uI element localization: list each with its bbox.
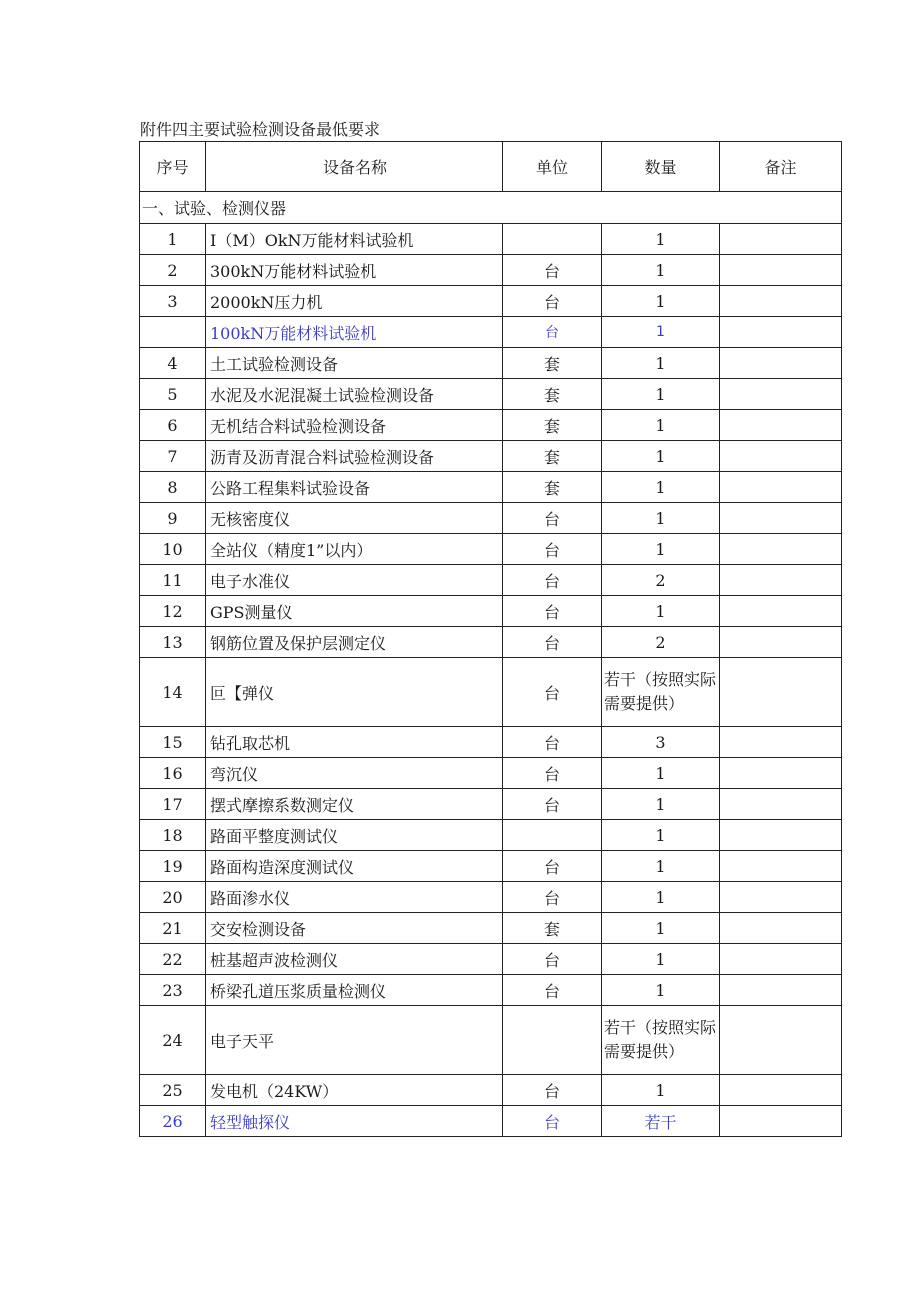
cell-qty: 1 bbox=[602, 503, 720, 534]
header-qty: 数量 bbox=[602, 142, 720, 192]
cell-qty: 1 bbox=[602, 975, 720, 1006]
cell-name: 摆式摩擦系数测定仪 bbox=[206, 789, 503, 820]
cell-qty: 1 bbox=[602, 882, 720, 913]
cell-no bbox=[140, 317, 206, 348]
table-row bbox=[140, 410, 842, 441]
cell-unit: 套 bbox=[503, 472, 602, 503]
cell-note bbox=[720, 1006, 842, 1075]
table-row bbox=[140, 596, 842, 627]
cell-qty: 1 bbox=[602, 851, 720, 882]
cell-qty: 1 bbox=[602, 758, 720, 789]
cell-note bbox=[720, 913, 842, 944]
cell-unit: 台 bbox=[503, 255, 602, 286]
cell-no: 8 bbox=[140, 472, 206, 503]
table-row bbox=[140, 534, 842, 565]
cell-no: 6 bbox=[140, 410, 206, 441]
cell-no: 7 bbox=[140, 441, 206, 472]
cell-name: 轻型触探仪 bbox=[206, 1106, 503, 1137]
cell-no: 1 bbox=[140, 224, 206, 255]
cell-name: 300kN万能材料试验机 bbox=[206, 255, 503, 286]
section-row bbox=[140, 192, 842, 224]
cell-no: 20 bbox=[140, 882, 206, 913]
cell-unit bbox=[503, 224, 602, 255]
cell-unit bbox=[503, 820, 602, 851]
cell-name: 无核密度仪 bbox=[206, 503, 503, 534]
cell-note bbox=[720, 727, 842, 758]
cell-unit: 套 bbox=[503, 913, 602, 944]
cell-no: 17 bbox=[140, 789, 206, 820]
cell-unit: 台 bbox=[503, 627, 602, 658]
cell-note bbox=[720, 627, 842, 658]
cell-no: 21 bbox=[140, 913, 206, 944]
cell-qty: 1 bbox=[602, 379, 720, 410]
cell-unit: 台 bbox=[503, 286, 602, 317]
cell-note bbox=[720, 820, 842, 851]
cell-note bbox=[720, 441, 842, 472]
cell-no: 9 bbox=[140, 503, 206, 534]
cell-note bbox=[720, 286, 842, 317]
cell-qty: 3 bbox=[602, 727, 720, 758]
header-unit: 单位 bbox=[503, 142, 602, 192]
cell-unit: 台 bbox=[503, 758, 602, 789]
cell-name: 发电机（24KW） bbox=[206, 1075, 503, 1106]
cell-note bbox=[720, 410, 842, 441]
table-row bbox=[140, 944, 842, 975]
cell-no: 22 bbox=[140, 944, 206, 975]
cell-name: 水泥及水泥混凝土试验检测设备 bbox=[206, 379, 503, 410]
cell-no: 25 bbox=[140, 1075, 206, 1106]
cell-unit: 台 bbox=[503, 1075, 602, 1106]
table-row bbox=[140, 1075, 842, 1106]
cell-note bbox=[720, 882, 842, 913]
cell-note bbox=[720, 1075, 842, 1106]
cell-no: 24 bbox=[140, 1006, 206, 1075]
table-header-row bbox=[140, 142, 842, 192]
header-name: 设备名称 bbox=[206, 142, 503, 192]
cell-name: GPS测量仪 bbox=[206, 596, 503, 627]
cell-qty: 1 bbox=[602, 472, 720, 503]
cell-note bbox=[720, 472, 842, 503]
cell-note bbox=[720, 534, 842, 565]
cell-qty: 若干（按照实际需要提供） bbox=[602, 658, 720, 727]
cell-unit: 台 bbox=[503, 944, 602, 975]
cell-unit: 台 bbox=[503, 882, 602, 913]
cell-name: 电子天平 bbox=[206, 1006, 503, 1075]
document-title: 附件四主要试验检测设备最低要求 bbox=[140, 120, 381, 139]
header-no: 序号 bbox=[140, 142, 206, 192]
cell-note bbox=[720, 658, 842, 727]
cell-no: 5 bbox=[140, 379, 206, 410]
cell-no: 18 bbox=[140, 820, 206, 851]
cell-no: 14 bbox=[140, 658, 206, 727]
cell-name: 钻孔取芯机 bbox=[206, 727, 503, 758]
cell-name: I（M）OkN万能材料试验机 bbox=[206, 224, 503, 255]
cell-unit: 台 bbox=[503, 596, 602, 627]
cell-no: 3 bbox=[140, 286, 206, 317]
cell-unit: 台 bbox=[503, 658, 602, 727]
table-row bbox=[140, 503, 842, 534]
cell-name: 叵【弹仪 bbox=[206, 658, 503, 727]
cell-name: 土工试验检测设备 bbox=[206, 348, 503, 379]
cell-note bbox=[720, 379, 842, 410]
table-row bbox=[140, 1006, 842, 1075]
cell-qty: 1 bbox=[602, 255, 720, 286]
cell-qty: 2 bbox=[602, 627, 720, 658]
cell-name: 路面平整度测试仪 bbox=[206, 820, 503, 851]
cell-qty: 1 bbox=[602, 596, 720, 627]
table-row bbox=[140, 975, 842, 1006]
cell-name: 路面构造深度测试仪 bbox=[206, 851, 503, 882]
cell-name: 弯沉仪 bbox=[206, 758, 503, 789]
cell-unit: 套 bbox=[503, 410, 602, 441]
cell-qty: 1 bbox=[602, 534, 720, 565]
cell-name: 钢筋位置及保护层测定仪 bbox=[206, 627, 503, 658]
cell-qty: 1 bbox=[602, 1075, 720, 1106]
cell-unit: 台 bbox=[503, 789, 602, 820]
cell-note bbox=[720, 224, 842, 255]
cell-unit: 台 bbox=[503, 534, 602, 565]
cell-qty: 若干 bbox=[602, 1106, 720, 1137]
cell-no: 19 bbox=[140, 851, 206, 882]
table-row bbox=[140, 348, 842, 379]
cell-name: 2000kN压力机 bbox=[206, 286, 503, 317]
cell-qty: 若干（按照实际需要提供） bbox=[602, 1006, 720, 1075]
cell-name: 桩基超声波检测仪 bbox=[206, 944, 503, 975]
cell-no: 11 bbox=[140, 565, 206, 596]
cell-qty: 1 bbox=[602, 441, 720, 472]
cell-unit: 台 bbox=[503, 503, 602, 534]
cell-no: 2 bbox=[140, 255, 206, 286]
cell-name: 公路工程集料试验设备 bbox=[206, 472, 503, 503]
cell-qty: 1 bbox=[602, 913, 720, 944]
cell-note bbox=[720, 789, 842, 820]
cell-name: 沥青及沥青混合料试验检测设备 bbox=[206, 441, 503, 472]
cell-unit: 台 bbox=[503, 1106, 602, 1137]
cell-no: 26 bbox=[140, 1106, 206, 1137]
cell-note bbox=[720, 317, 842, 348]
cell-name: 100kN万能材料试验机 bbox=[206, 317, 503, 348]
table-row bbox=[140, 317, 842, 348]
cell-unit: 台 bbox=[503, 727, 602, 758]
table-row bbox=[140, 851, 842, 882]
cell-qty: 1 bbox=[602, 348, 720, 379]
cell-unit: 套 bbox=[503, 348, 602, 379]
cell-name: 路面渗水仪 bbox=[206, 882, 503, 913]
table-row bbox=[140, 441, 842, 472]
table-row bbox=[140, 913, 842, 944]
section-label: 一、试验、检测仪器 bbox=[140, 192, 842, 224]
cell-qty: 1 bbox=[602, 286, 720, 317]
table-row bbox=[140, 727, 842, 758]
cell-no: 12 bbox=[140, 596, 206, 627]
table-row bbox=[140, 565, 842, 596]
cell-unit: 套 bbox=[503, 441, 602, 472]
cell-note bbox=[720, 944, 842, 975]
cell-note bbox=[720, 975, 842, 1006]
cell-no: 15 bbox=[140, 727, 206, 758]
table-row bbox=[140, 789, 842, 820]
cell-note bbox=[720, 851, 842, 882]
cell-unit bbox=[503, 1006, 602, 1075]
cell-unit: 台 bbox=[503, 975, 602, 1006]
cell-qty: 1 bbox=[602, 820, 720, 851]
table-row bbox=[140, 255, 842, 286]
cell-name: 电子水准仪 bbox=[206, 565, 503, 596]
table-row bbox=[140, 286, 842, 317]
cell-unit: 台 bbox=[503, 565, 602, 596]
table-row bbox=[140, 658, 842, 727]
cell-unit: 台 bbox=[503, 317, 602, 348]
cell-unit: 台 bbox=[503, 851, 602, 882]
cell-note bbox=[720, 565, 842, 596]
table-row bbox=[140, 472, 842, 503]
table-row bbox=[140, 224, 842, 255]
cell-name: 交安检测设备 bbox=[206, 913, 503, 944]
table-row bbox=[140, 820, 842, 851]
cell-name: 全站仪（精度1”以内） bbox=[206, 534, 503, 565]
cell-no: 10 bbox=[140, 534, 206, 565]
cell-note bbox=[720, 1106, 842, 1137]
cell-no: 13 bbox=[140, 627, 206, 658]
cell-qty: 1 bbox=[602, 224, 720, 255]
cell-qty: 2 bbox=[602, 565, 720, 596]
cell-qty: 1 bbox=[602, 789, 720, 820]
cell-no: 16 bbox=[140, 758, 206, 789]
cell-note bbox=[720, 758, 842, 789]
table-row bbox=[140, 379, 842, 410]
cell-note bbox=[720, 255, 842, 286]
cell-note bbox=[720, 503, 842, 534]
table-row bbox=[140, 758, 842, 789]
cell-qty: 1 bbox=[602, 410, 720, 441]
cell-name: 无机结合料试验检测设备 bbox=[206, 410, 503, 441]
cell-qty: 1 bbox=[602, 944, 720, 975]
cell-no: 4 bbox=[140, 348, 206, 379]
table-row bbox=[140, 882, 842, 913]
cell-note bbox=[720, 348, 842, 379]
cell-unit: 套 bbox=[503, 379, 602, 410]
cell-no: 23 bbox=[140, 975, 206, 1006]
equipment-table bbox=[139, 141, 842, 1137]
cell-name: 桥梁孔道压浆质量检测仪 bbox=[206, 975, 503, 1006]
cell-note bbox=[720, 596, 842, 627]
header-note: 备注 bbox=[720, 142, 842, 192]
cell-qty: 1 bbox=[602, 317, 720, 348]
table-row bbox=[140, 1106, 842, 1137]
table-row bbox=[140, 627, 842, 658]
